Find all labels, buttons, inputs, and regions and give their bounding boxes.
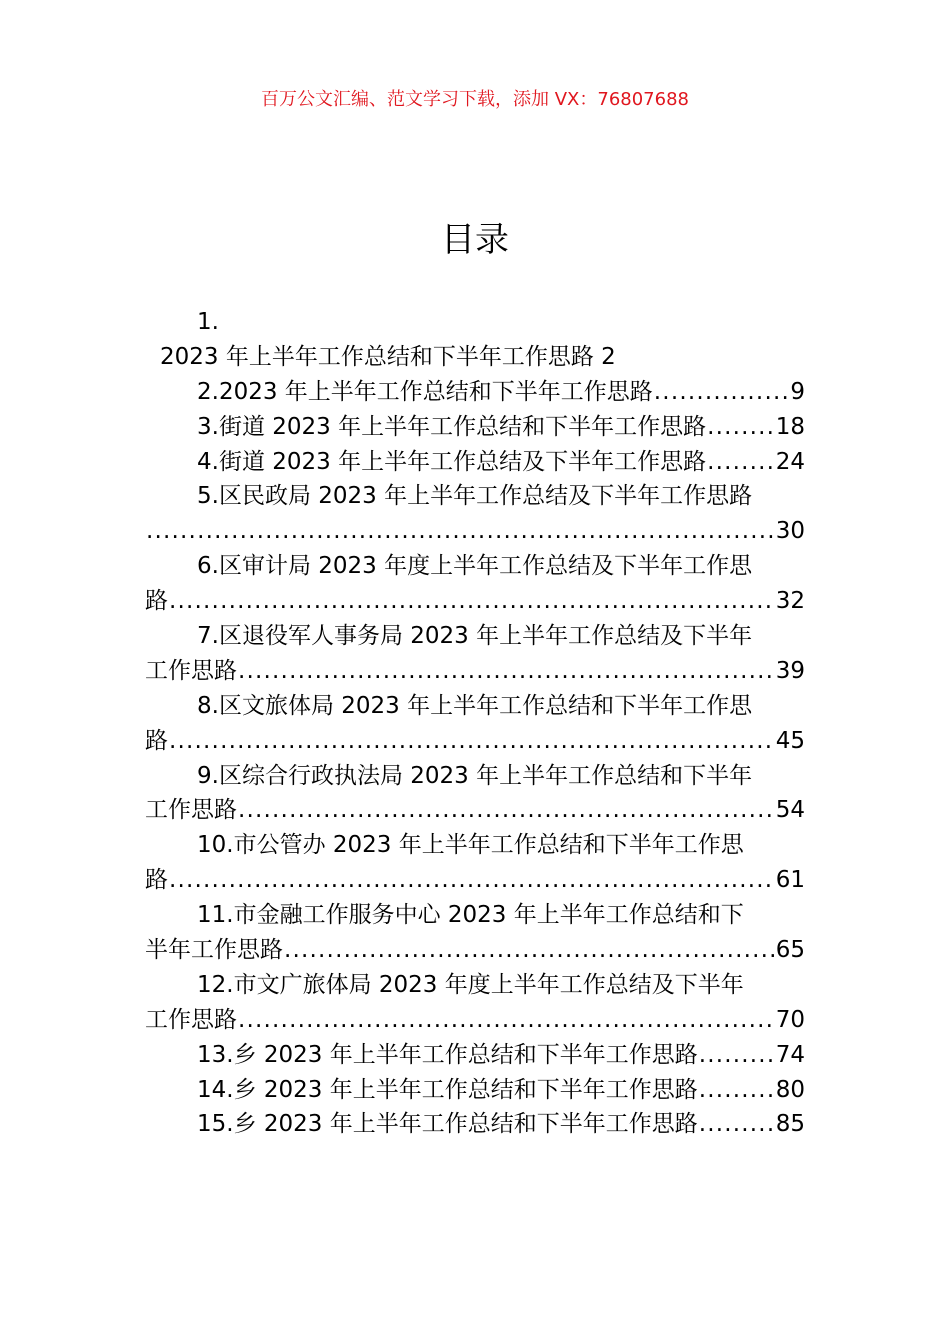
dot-leader (707, 445, 775, 480)
toc-entry-13[interactable]: 13.乡 2023 年上半年工作总结和下半年工作思路 ..... 74 (145, 1038, 805, 1073)
toc-entry-10-line1[interactable]: 10.市公管办 2023 年上半年工作总结和下半年工作思 (197, 832, 744, 859)
page-number: 61 (775, 867, 805, 894)
page-number: 45 (775, 727, 805, 754)
dot-leader (238, 654, 775, 689)
dot-leader (699, 1038, 775, 1073)
dot-leader (654, 375, 790, 410)
page-number: 65 (775, 937, 805, 964)
toc-entry-11-line2[interactable]: 半年工作思路 ..... 65 (145, 933, 805, 968)
toc-entry-3[interactable]: 3.街道 2023 年上半年工作总结和下半年工作思路 ..... 18 (145, 410, 805, 445)
toc-entry-5-line2[interactable] (145, 514, 805, 549)
toc-entry-1-line2[interactable]: 2023 年上半年工作总结和下半年工作思路 2 (160, 343, 616, 370)
toc-entry-4[interactable]: 4.街道 2023 年上半年工作总结及下半年工作思路 ..... 24 (145, 445, 805, 480)
dot-leader (169, 724, 775, 759)
page-number: 85 (775, 1111, 805, 1138)
dot-leader (699, 1073, 775, 1108)
toc-entry-2[interactable]: 2.2023 年上半年工作总结和下半年工作思路 ..... 9 (145, 375, 805, 410)
toc-entry-5-line1[interactable]: 5.区民政局 2023 年上半年工作总结及下半年工作思路 (197, 483, 753, 510)
toc-entry-12-line1[interactable]: 12.市文广旅体局 2023 年度上半年工作总结及下半年 (197, 971, 744, 998)
page-number: 80 (775, 1076, 805, 1103)
toc-entry-9-line1[interactable]: 9.区综合行政执法局 2023 年上半年工作总结和下半年 (197, 762, 753, 789)
promo-header-note: 百万公文汇编、范文学习下载，添加 VX：76807688 (261, 89, 689, 110)
page-number: 54 (775, 797, 805, 824)
page-number: 39 (775, 657, 805, 684)
dot-leader (707, 410, 775, 445)
toc-entry-8-line1[interactable]: 8.区文旅体局 2023 年上半年工作总结和下半年工作思 (197, 692, 753, 719)
page-number: 24 (775, 448, 805, 475)
toc-entry-8-line2[interactable]: 路 ..... 45 (145, 724, 805, 759)
toc-entry-11-line1[interactable]: 11.市金融工作服务中心 2023 年上半年工作总结和下 (197, 902, 744, 929)
toc-entry-7-line1[interactable]: 7.区退役军人事务局 2023 年上半年工作总结及下半年 (197, 623, 753, 650)
page-number: 70 (775, 1006, 805, 1033)
toc-entry-6-line1[interactable]: 6.区审计局 2023 年度上半年工作总结及下半年工作思 (197, 553, 753, 580)
toc-entry-9-line2[interactable]: 工作思路 ..... 54 (145, 793, 805, 828)
page-number: 9 (790, 378, 805, 405)
dot-leader (699, 1107, 775, 1142)
dot-leader (146, 514, 775, 549)
toc-entry-12-line2[interactable]: 工作思路 ..... 70 (145, 1003, 805, 1038)
dot-leader (238, 793, 775, 828)
dot-leader (284, 933, 775, 968)
dot-leader (169, 584, 775, 619)
page-number: 18 (775, 413, 805, 440)
dot-leader (238, 1003, 775, 1038)
toc-entry-7-line2[interactable]: 工作思路 ..... 39 (145, 654, 805, 689)
page-number: 32 (775, 588, 805, 615)
toc-entry-10-line2[interactable]: 路 ..... 61 (145, 863, 805, 898)
toc-entry-6-line2[interactable]: 路 ..... 32 (145, 584, 805, 619)
toc-entry-14[interactable]: 14.乡 2023 年上半年工作总结和下半年工作思路 ..... 80 (145, 1073, 805, 1108)
toc-entry-1-line1[interactable]: 1. (197, 309, 219, 335)
toc-entry-15[interactable]: 15.乡 2023 年上半年工作总结和下半年工作思路 ..... 85 (145, 1107, 805, 1142)
page-number: 74 (775, 1041, 805, 1068)
dot-leader (169, 863, 775, 898)
page-number: 30 (775, 518, 805, 545)
page-title: 目录 (441, 220, 509, 260)
table-of-contents (145, 305, 805, 1142)
